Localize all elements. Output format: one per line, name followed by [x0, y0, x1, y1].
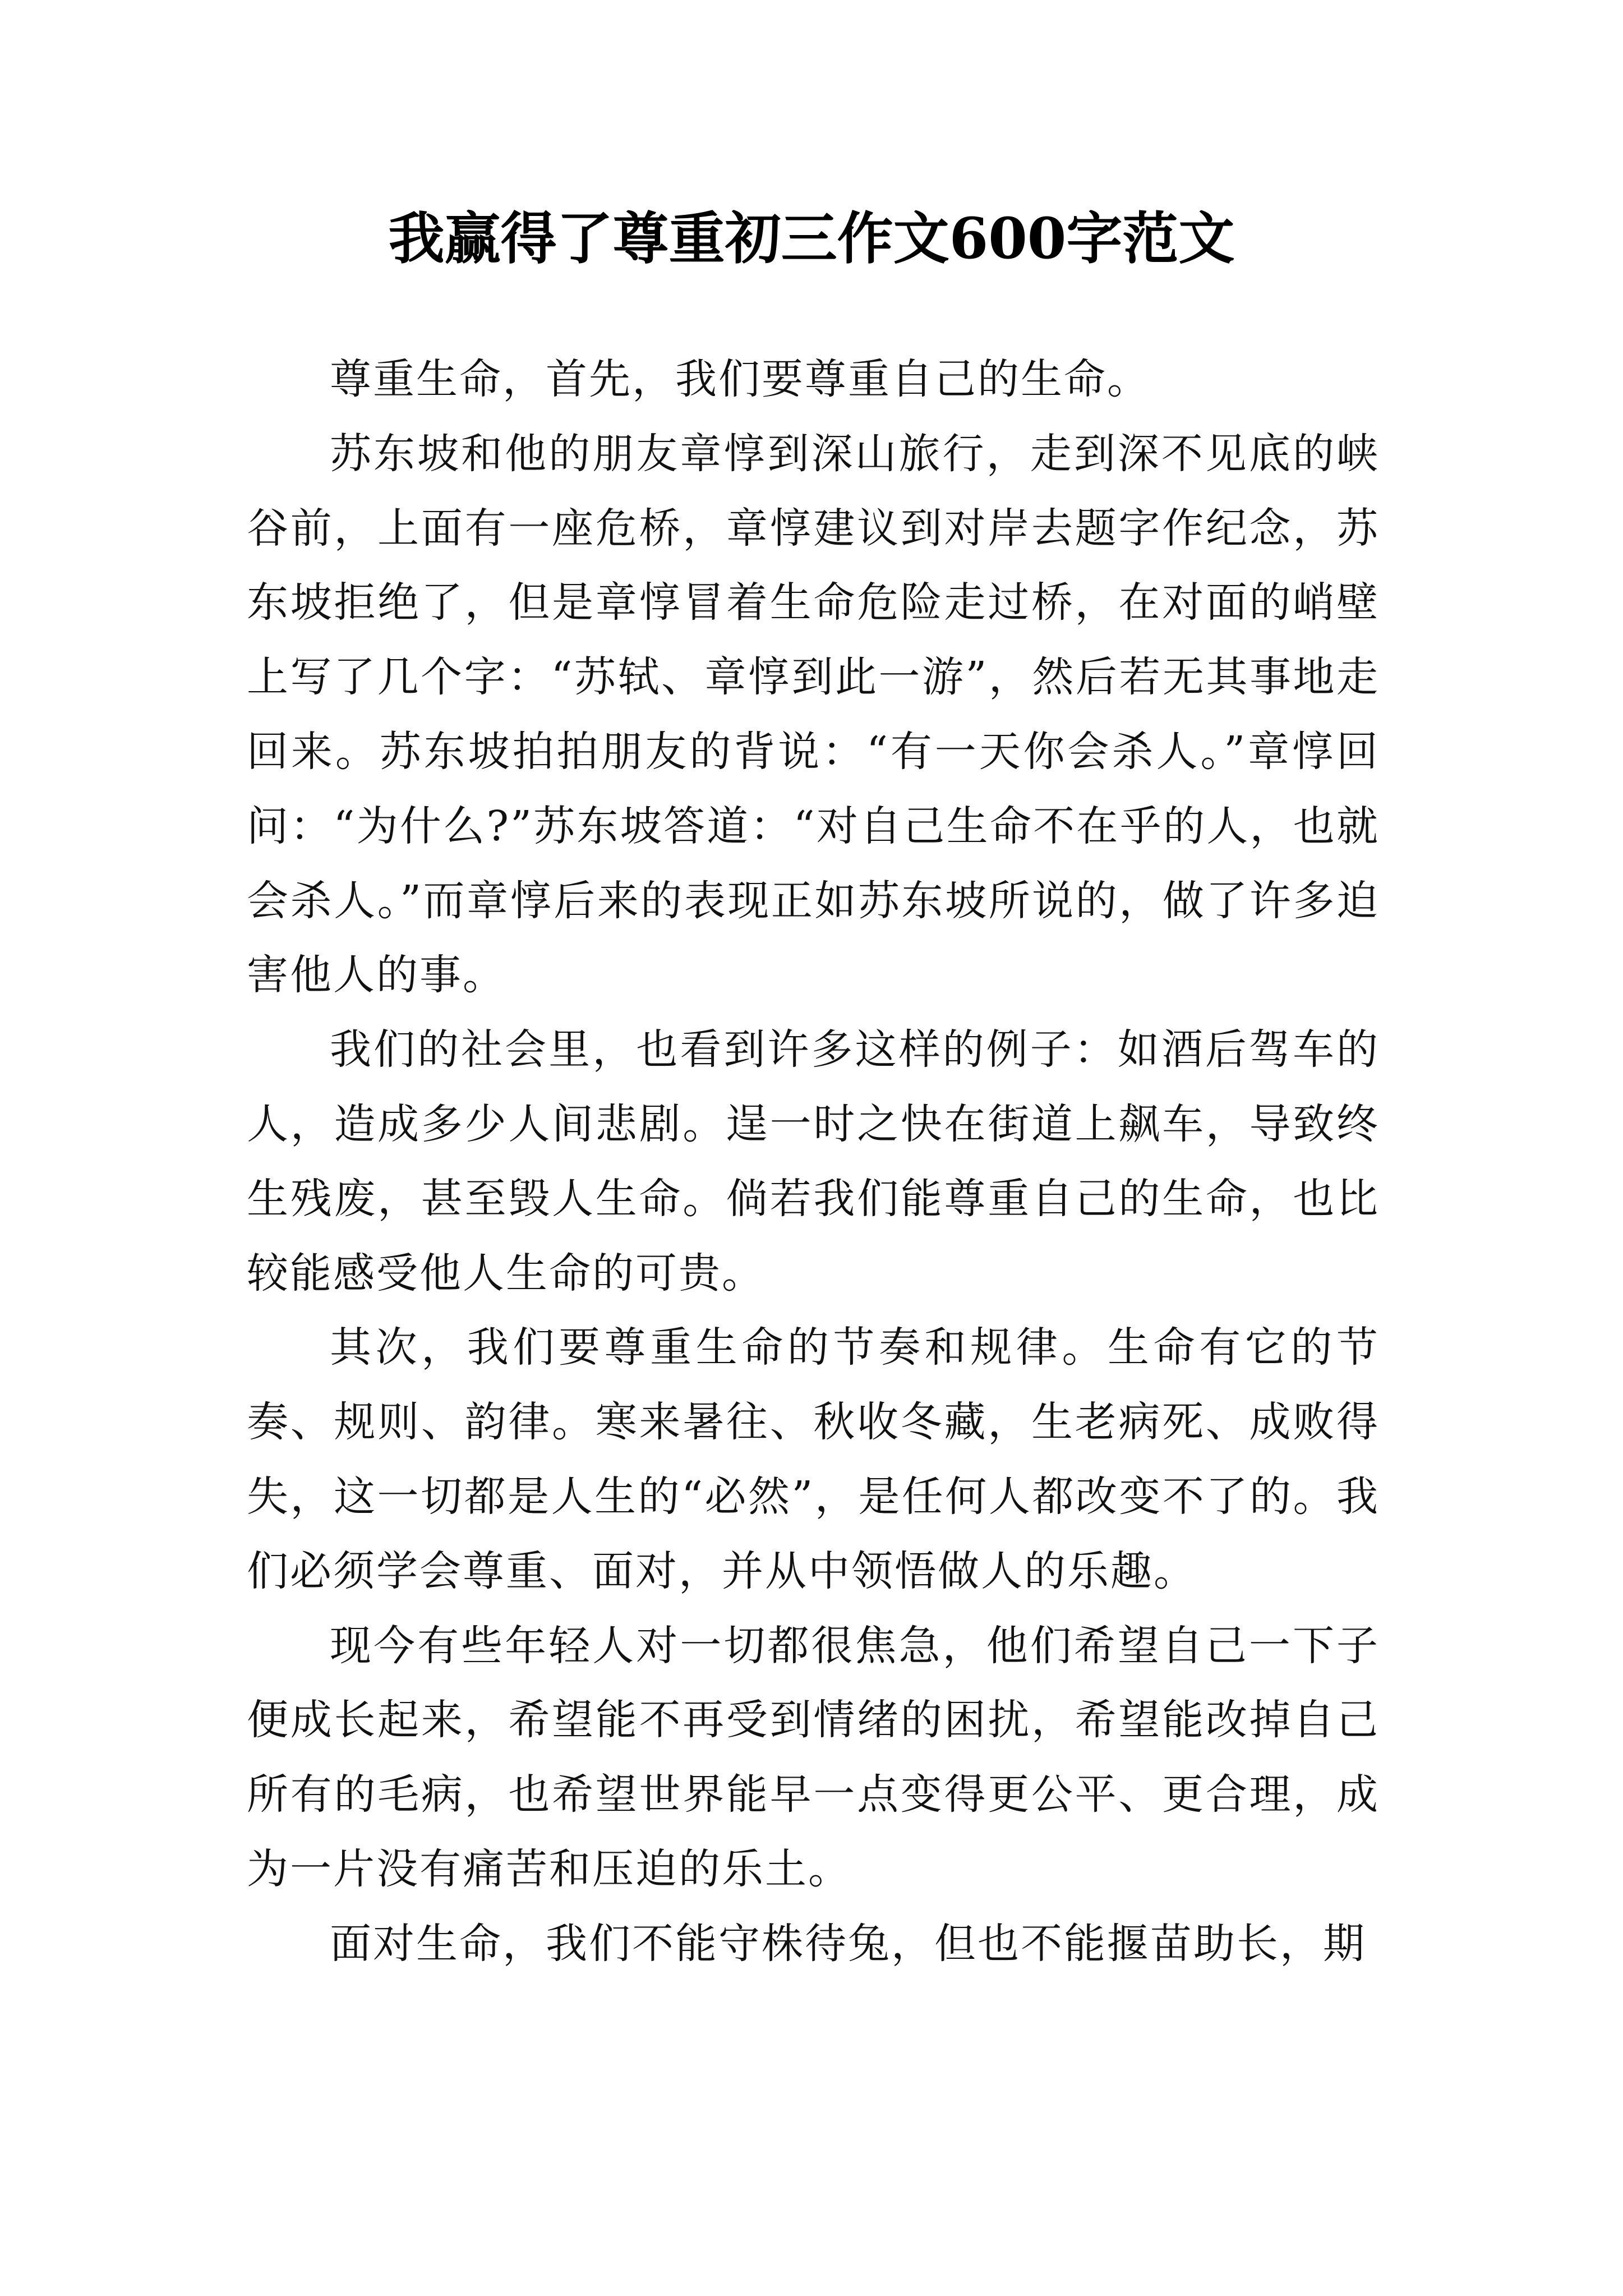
paragraph-6: 面对生命，我们不能守株待兔，但也不能揠苗助长，期: [330, 1919, 1366, 1968]
paragraph-1: 尊重生命，首先，我们要尊重自己的生命。: [330, 355, 1150, 403]
paragraph-2: 苏东坡和他的朋友章惇到深山旅行，走到深不见底的峡谷前，上面有一座危桥，章惇建议到对岸去题字作纪念，苏东坡拒绝了，但是章惇冒着生命危险走过桥，在对面的峭壁上写了几个字：“苏轼、章惇到此一游”，然后若无其事地走回来。苏东坡拍拍朋友的背说：“有一天你会杀人。”章惇回问：“为什么?”苏东坡答道：“对自己生命不在乎的人，也就会杀人。”而章惇后来的表现正如苏东坡所说的，做了许多迫害他人的事。: [247, 429, 1380, 1000]
paragraph-3: 我们的社会里，也看到许多这样的例子：如酒后驾车的人，造成多少人间悲剧。逞一时之快在街道上飙车，导致终生残废，甚至毁人生命。倘若我们能尊重自己的生命，也比较能感受他人生命的可贵。: [247, 1025, 1380, 1297]
paragraph-4: 其次，我们要尊重生命的节奏和规律。生命有它的节奏、规则、韵律。寒来暑往、秋收冬藏，生老病死、成败得失，这一切都是人生的“必然”，是任何人都改变不了的。我们必须学会尊重、面对，并从中领悟做人的乐趣。: [247, 1323, 1380, 1595]
paragraph-5: 现今有些年轻人对一切都很焦急，他们希望自己一下子便成长起来，希望能不再受到情绪的困扰，希望能改掉自己所有的毛病，也希望世界能早一点变得更公平、更合理，成为一片没有痛苦和压迫的乐土。: [247, 1621, 1380, 1893]
document-title: 我赢得了尊重初三作文600字范文: [388, 205, 1235, 272]
document-body: [247, 342, 1380, 1981]
